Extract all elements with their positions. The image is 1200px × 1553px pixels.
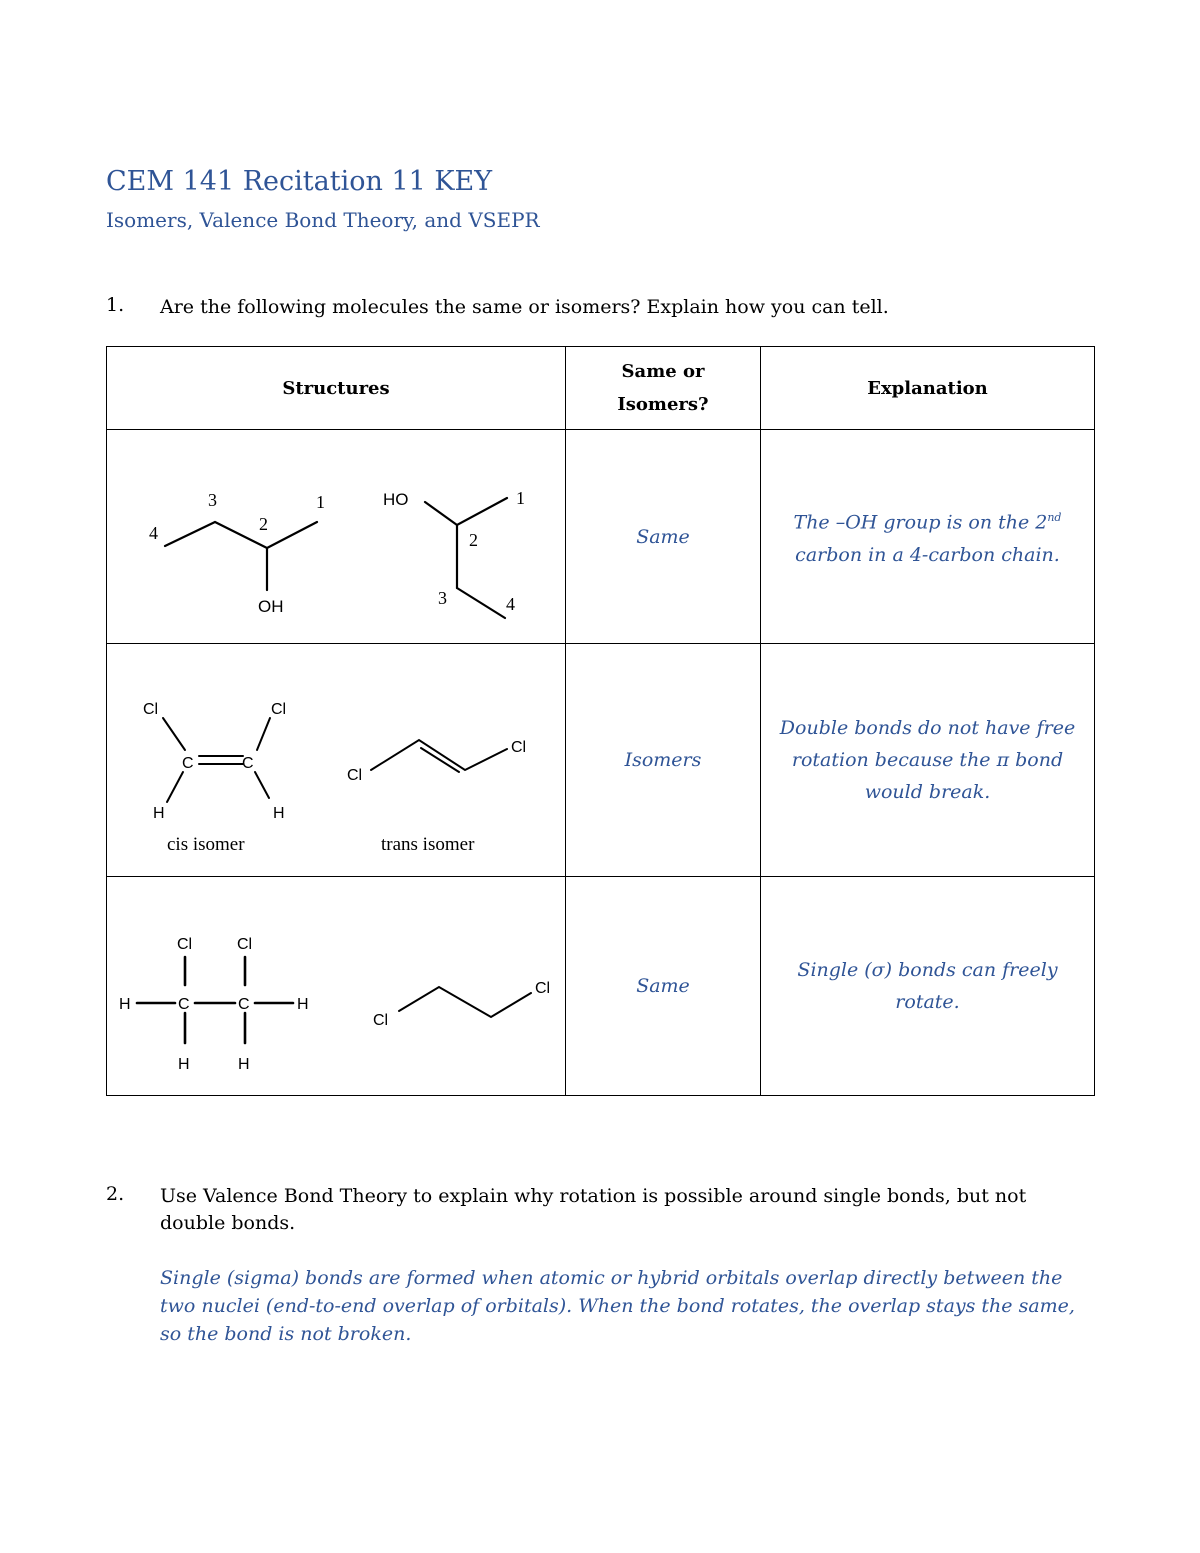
- label-c2-right: 2: [469, 530, 478, 550]
- ethane-cl-right: Cl: [237, 936, 253, 953]
- trans-cl-right: Cl: [511, 739, 527, 756]
- label-c4-left: 4: [149, 523, 158, 543]
- answer-cell-row1: Same: [566, 430, 761, 644]
- skeletal-chain: [399, 987, 531, 1017]
- label-oh-left: OH: [258, 597, 284, 616]
- label-c2-left: 2: [259, 514, 268, 534]
- question-1-number: 1.: [106, 294, 125, 316]
- header-same-or-isomers-line1: Same or: [621, 361, 705, 382]
- label-c3-right: 3: [438, 588, 447, 608]
- table-header-row: [107, 347, 1095, 430]
- ethane-cl-left: Cl: [177, 936, 193, 953]
- explanation-cell-row3: [761, 877, 1095, 1096]
- cis-cl-left: Cl: [143, 701, 159, 718]
- header-same-or-isomers-line2: Isomers?: [617, 394, 709, 415]
- trans-double-bond-inner: [421, 748, 459, 772]
- header-explanation: Explanation: [761, 347, 1095, 430]
- header-same-or-isomers: [566, 347, 761, 430]
- table-row: [107, 877, 1095, 1096]
- explanation-row2-line3: would break.: [864, 781, 991, 803]
- explanation-row1-sup: nd: [1047, 511, 1062, 525]
- ethane-h-bottom-left: H: [178, 1056, 190, 1073]
- butanol-left-chain: [165, 522, 317, 548]
- label-c4-right: 4: [506, 594, 515, 614]
- cis-h-left: H: [153, 805, 165, 822]
- cis-isomer-label: cis isomer: [167, 834, 245, 855]
- skeletal-cl-right: Cl: [535, 980, 551, 997]
- cis-cl-right-bond: [257, 718, 270, 750]
- explanation-row3-line1: Single (σ) bonds can freely: [797, 959, 1058, 981]
- cis-h-left-bond: [167, 772, 183, 802]
- question-2-number: 2.: [106, 1183, 125, 1205]
- explanation-row1-text2: carbon in a 4-carbon chain.: [795, 543, 1060, 566]
- label-c3-left: 3: [208, 490, 217, 510]
- structures-cell-dichloroethene: [107, 644, 566, 877]
- explanation-cell-row2: [761, 644, 1095, 877]
- page-title: CEM 141 Recitation 11 KEY: [106, 166, 493, 197]
- trans-chain: [371, 740, 507, 770]
- skeletal-cl-left: Cl: [373, 1012, 389, 1029]
- table-row: [107, 644, 1095, 877]
- butanol-right-top-chain: [425, 498, 507, 525]
- answer-cell-row2: Isomers: [566, 644, 761, 877]
- label-ho-right: HO: [383, 490, 409, 509]
- explanation-cell-row1: [761, 430, 1095, 644]
- butanol-structures-svg: [107, 430, 565, 643]
- header-structures: Structures: [107, 347, 566, 430]
- cis-c-left: C: [182, 755, 194, 772]
- butanol-right-tail: [457, 588, 505, 618]
- label-c1-right: 1: [516, 488, 525, 508]
- explanation-row1-text: The –OH group is on the 2: [793, 511, 1048, 534]
- question-2-text: Use Valence Bond Theory to explain why rotation is possible around single bonds, but not double bonds.: [160, 1185, 1027, 1234]
- dichloroethane-structures-svg: [107, 877, 565, 1095]
- dichloroethene-structures-svg: [107, 644, 565, 876]
- cis-c-right: C: [242, 755, 254, 772]
- cis-cl-right: Cl: [271, 701, 287, 718]
- structures-cell-dichloroethane: [107, 877, 566, 1096]
- label-c1-left: 1: [316, 492, 325, 512]
- table-row: [107, 430, 1095, 644]
- explanation-row3-line2: rotate.: [895, 991, 960, 1013]
- explanation-row2-line2: rotation because the π bond: [791, 749, 1064, 771]
- ethane-h-bottom-right: H: [238, 1056, 250, 1073]
- answer-cell-row3: Same: [566, 877, 761, 1096]
- cis-cl-left-bond: [163, 718, 185, 750]
- ethane-h-left: H: [119, 996, 131, 1013]
- ethane-h-right: H: [297, 996, 309, 1013]
- cis-h-right: H: [273, 805, 285, 822]
- page-subtitle: Isomers, Valence Bond Theory, and VSEPR: [106, 208, 540, 232]
- isomer-table: [106, 346, 1095, 1096]
- explanation-row2-line1: Double bonds do not have free: [779, 717, 1076, 739]
- ethane-c-right: C: [238, 996, 250, 1013]
- question-2-answer: Single (sigma) bonds are formed when atomic or hybrid orbitals overlap directly between the two nuclei (end-to-end overlap of orbitals). When the bond rotates, the overlap stays the same, so the bond is not broken.: [160, 1267, 1075, 1345]
- ethane-c-left: C: [178, 996, 190, 1013]
- trans-cl-left: Cl: [347, 767, 363, 784]
- question-1-text: Are the following molecules the same or isomers? Explain how you can tell.: [160, 296, 889, 318]
- structures-cell-butanol: [107, 430, 566, 644]
- trans-isomer-label: trans isomer: [381, 834, 475, 855]
- cis-h-right-bond: [255, 772, 269, 798]
